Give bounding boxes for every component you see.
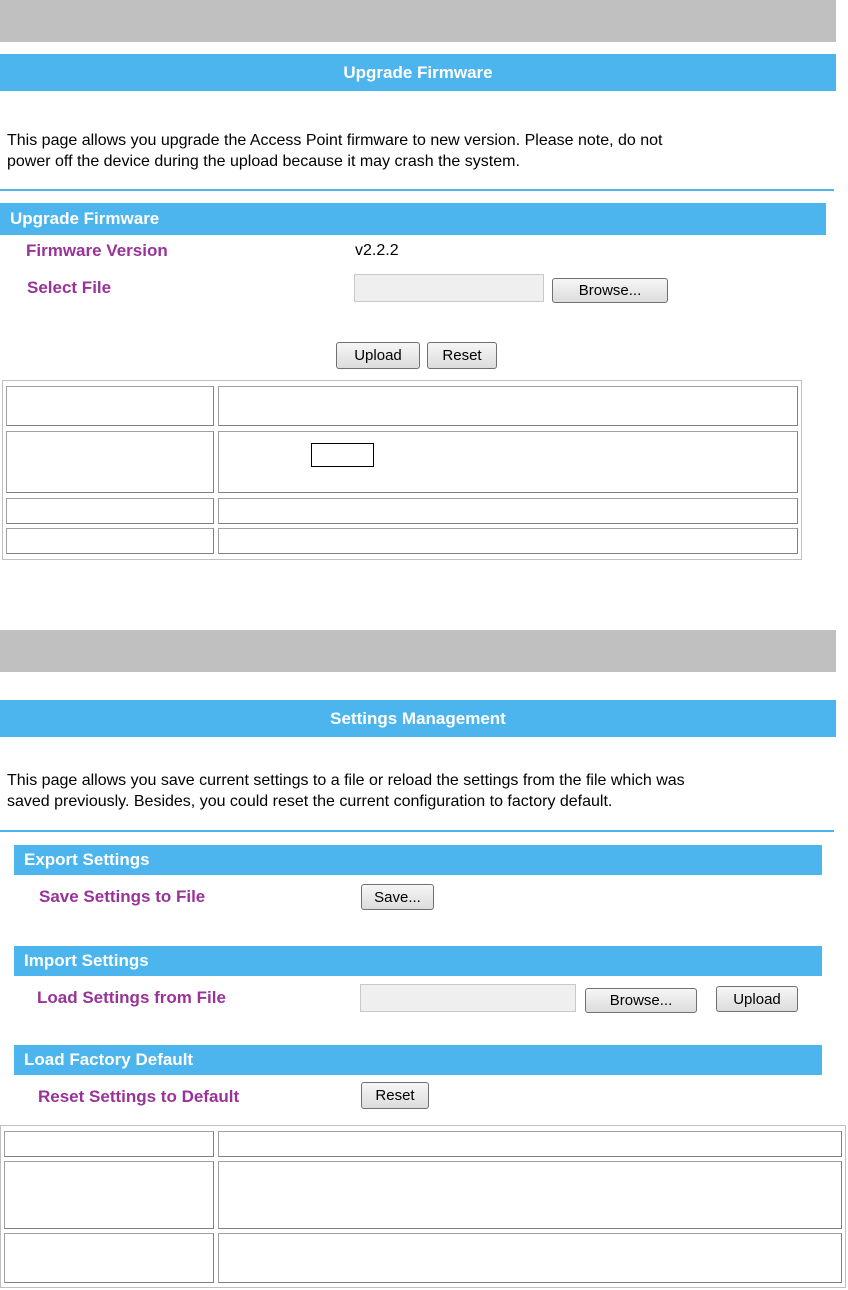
load-settings-label: Load Settings from File	[37, 988, 226, 1007]
frame-cell	[218, 386, 798, 426]
frame-inner-box	[311, 443, 374, 467]
frame-cell	[218, 498, 798, 524]
firmware-version-value: v2.2.2	[355, 242, 399, 259]
reset-settings-button[interactable]: Reset	[361, 1082, 429, 1109]
section-upgrade-firmware: Upgrade Firmware	[0, 203, 826, 235]
firmware-version-label: Firmware Version	[26, 241, 168, 260]
firmware-description-line1: This page allows you upgrade the Access Point firmware to new version. Please note, do not	[7, 132, 663, 149]
frame-cell	[6, 386, 214, 426]
frame-cell	[6, 498, 214, 524]
frame-cell	[218, 1161, 842, 1229]
frame-cell	[218, 528, 798, 554]
firmware-description-line2: power off the device during the upload because it may crash the system.	[7, 153, 520, 170]
settings-description	[7, 770, 836, 812]
section-load-factory-default: Load Factory Default	[14, 1045, 822, 1075]
section-import-settings: Import Settings	[14, 946, 822, 976]
page-title-firmware: Upgrade Firmware	[0, 54, 836, 91]
reset-settings-label: Reset Settings to Default	[38, 1087, 240, 1106]
frame-cell	[4, 1233, 214, 1283]
firmware-description	[7, 130, 836, 172]
frame-cell	[4, 1131, 214, 1157]
settings-file-input[interactable]	[360, 984, 576, 1012]
settings-divider	[0, 830, 834, 832]
save-settings-button[interactable]: Save...	[361, 884, 434, 910]
frame-cell	[6, 528, 214, 554]
settings-description-line1: This page allows you save current settings to a file or reload the settings from the file which was	[7, 772, 685, 789]
firmware-file-input[interactable]	[354, 274, 544, 302]
firmware-frame-table	[2, 380, 802, 560]
top-gray-header	[0, 0, 836, 42]
frame-cell	[4, 1161, 214, 1229]
frame-cell	[218, 431, 798, 493]
firmware-reset-button[interactable]: Reset	[427, 342, 497, 369]
firmware-upload-button[interactable]: Upload	[336, 342, 420, 369]
section-export-settings: Export Settings	[14, 845, 822, 875]
page-title-settings: Settings Management	[0, 700, 836, 737]
firmware-browse-button[interactable]: Browse...	[552, 278, 668, 303]
save-settings-label: Save Settings to File	[39, 887, 206, 906]
frame-cell	[218, 1131, 842, 1157]
select-file-label: Select File	[27, 278, 112, 297]
firmware-divider	[0, 189, 834, 191]
frame-cell	[6, 431, 214, 493]
settings-frame-table	[0, 1125, 846, 1288]
settings-browse-button[interactable]: Browse...	[585, 988, 697, 1013]
settings-upload-button[interactable]: Upload	[716, 986, 798, 1012]
settings-description-line2: saved previously. Besides, you could reset the current configuration to factory default.	[7, 793, 613, 810]
settings-gray-header	[0, 630, 836, 672]
frame-cell	[218, 1233, 842, 1283]
